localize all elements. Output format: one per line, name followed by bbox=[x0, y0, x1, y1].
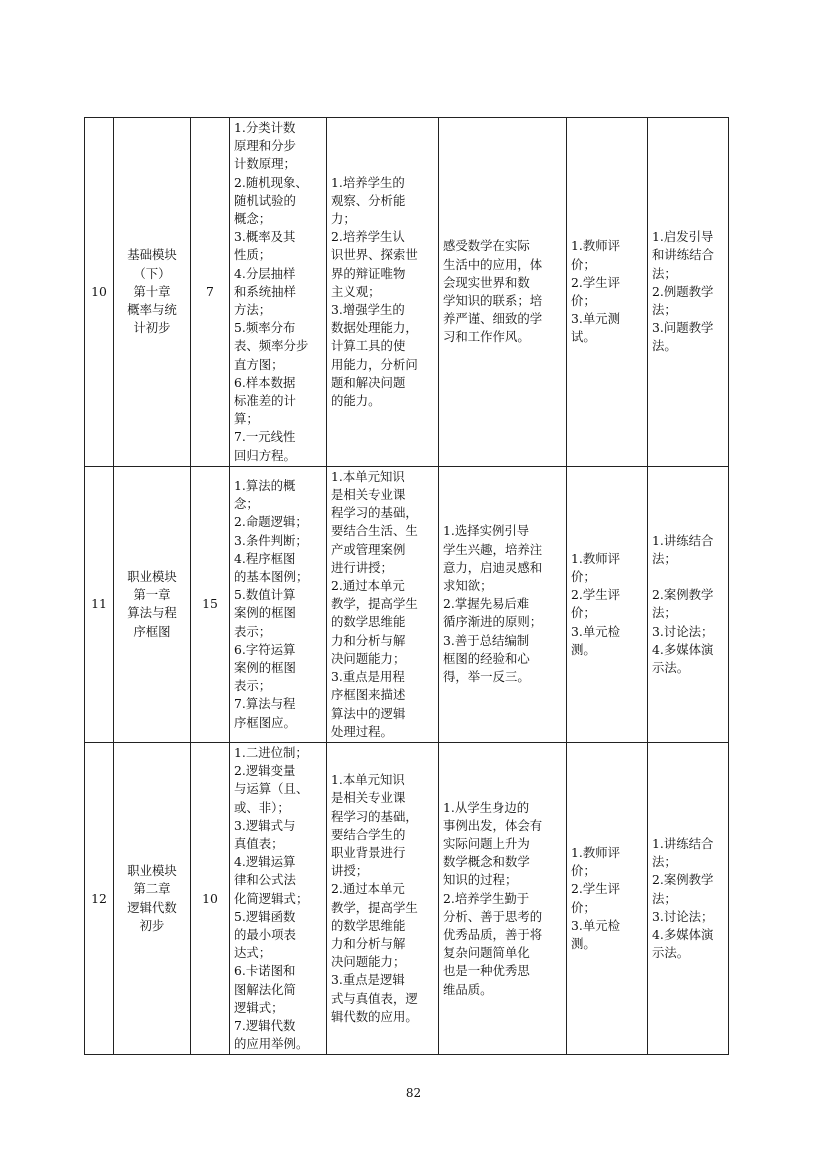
hours-cell bbox=[191, 118, 230, 467]
table-row bbox=[85, 118, 729, 467]
row-number-cell bbox=[85, 466, 114, 742]
ability-cell bbox=[327, 742, 439, 1054]
method-cell bbox=[648, 118, 729, 467]
table-row bbox=[85, 742, 729, 1054]
hours-cell bbox=[191, 466, 230, 742]
table-row bbox=[85, 466, 729, 742]
ability-text: 1.培养学生的 观察、分析能 力； 2.培养学生认 识世界、探索世 界的辩证唯物 主义观； 3.增强学生的 数据处理能力， 计算工具的使 用能力，分析问 题和解决问题 的能力。 bbox=[331, 174, 418, 409]
row-number-cell bbox=[85, 742, 114, 1054]
method-text: 1.讲练结合 法； 2.案例教学 法； 3.讨论法； 4.多媒体演 示法。 bbox=[652, 532, 714, 675]
content-text: 1.分类计数 原理和分步 计数原理； 2.随机现象、 随机试验的 概念； 3.概率及其 性质； 4.分层抽样 和系统抽样 方法； 5.频率分布 表、频率分步 直方图； 6.样本数据 标准差的计 算； 7.一元线性 回归方程。 bbox=[234, 120, 309, 463]
evaluation-text: 1.教师评 价； 2.学生评 价； 3.单元测 试。 bbox=[571, 238, 620, 345]
module-name: 基础模块 （下） 第十章 概率与统 计初步 bbox=[127, 247, 177, 336]
quality-text: 1.选择实例引导 学生兴趣，培养注 意力，启迪灵感和 求知欲； 2.掌握先易后难 循序渐进的原则； 3.善于总结编制 框图的经验和心 得，举一反三。 bbox=[443, 523, 543, 685]
evaluation-text: 1.教师评 价； 2.学生评 价； 3.单元检 测。 bbox=[571, 550, 620, 657]
method-cell bbox=[648, 742, 729, 1054]
hours: 7 bbox=[206, 283, 214, 299]
evaluation-cell bbox=[567, 742, 648, 1054]
module-cell bbox=[114, 742, 191, 1054]
module-name: 职业模块 第一章 算法与程 序框图 bbox=[127, 568, 177, 639]
method-text: 1.讲练结合 法； 2.案例教学 法； 3.讨论法； 4.多媒体演 示法。 bbox=[652, 835, 714, 961]
hours-cell bbox=[191, 742, 230, 1054]
row-number-cell bbox=[85, 118, 114, 467]
quality-cell bbox=[439, 118, 567, 467]
evaluation-cell bbox=[567, 118, 648, 467]
course-table bbox=[84, 117, 729, 1055]
evaluation-cell bbox=[567, 466, 648, 742]
content-cell bbox=[230, 118, 327, 467]
evaluation-text: 1.教师评 价； 2.学生评 价； 3.单元检 测。 bbox=[571, 845, 620, 952]
quality-cell bbox=[439, 742, 567, 1054]
hours: 15 bbox=[202, 596, 218, 612]
quality-text: 感受数学在实际 生活中的应用，体 会现实世界和数 学知识的联系；培 养严谨、细致的学 习和工作作风。 bbox=[443, 238, 543, 345]
ability-text: 1.本单元知识 是相关专业课 程学习的基础， 要结合学生的 职业背景进行 讲授； 2.通过本单元 教学，提高学生 的数学思维能 力和分析与解 决问题能力； 3.重点是逻辑 式与真值表，逻 辑代数的应用。 bbox=[331, 772, 418, 1024]
module-cell bbox=[114, 118, 191, 467]
row-number: 12 bbox=[91, 890, 107, 906]
hours: 10 bbox=[202, 890, 218, 906]
content-text: 1.二进位制； 2.逻辑变量 与运算（且、 或、非）； 3.逻辑式与 真值表； 4.逻辑运算 律和公式法 化简逻辑式； 5.逻辑函数 的最小项表 达式； 6.卡诺图和 图解法化简 逻辑式； 7.逻辑代数 的应用举例。 bbox=[234, 744, 309, 1052]
quality-cell bbox=[439, 466, 567, 742]
content-cell bbox=[230, 466, 327, 742]
quality-text: 1.从学生身边的 事例出发，体会有 实际问题上升为 数学概念和数学 知识的过程； 2.培养学生勤于 分析、善于思考的 优秀品质，善于将 复杂问题简单化 也是一种优秀思 维品质。 bbox=[443, 799, 543, 997]
ability-cell bbox=[327, 466, 439, 742]
row-number: 11 bbox=[91, 596, 107, 612]
module-name: 职业模块 第二章 逻辑代数 初步 bbox=[127, 863, 177, 933]
method-text: 1.启发引导 和讲练结合 法； 2.例题教学 法； 3.问题教学 法。 bbox=[652, 229, 714, 354]
ability-cell bbox=[327, 118, 439, 467]
row-number: 10 bbox=[91, 283, 107, 299]
module-cell bbox=[114, 466, 191, 742]
content-cell bbox=[230, 742, 327, 1054]
content-text: 1.算法的概 念； 2.命题逻辑； 3.条件判断； 4.程序框图 的基本图例； 5.数值计算 案例的框图 表示； 6.字符运算 案例的框图 表示； 7.算法与程 序框图应。 bbox=[234, 477, 309, 730]
method-cell bbox=[648, 466, 729, 742]
ability-text: 1.本单元知识 是相关专业课 程学习的基础， 要结合生活、生 产或管理案例 进行讲授； 2.通过本单元 教学，提高学生 的数学思维能 力和分析与解 决问题能力； 3.重点是用程 序框图来描述 算法中的逻辑 处理过程。 bbox=[331, 468, 418, 739]
page-number: 82 bbox=[405, 1086, 422, 1100]
